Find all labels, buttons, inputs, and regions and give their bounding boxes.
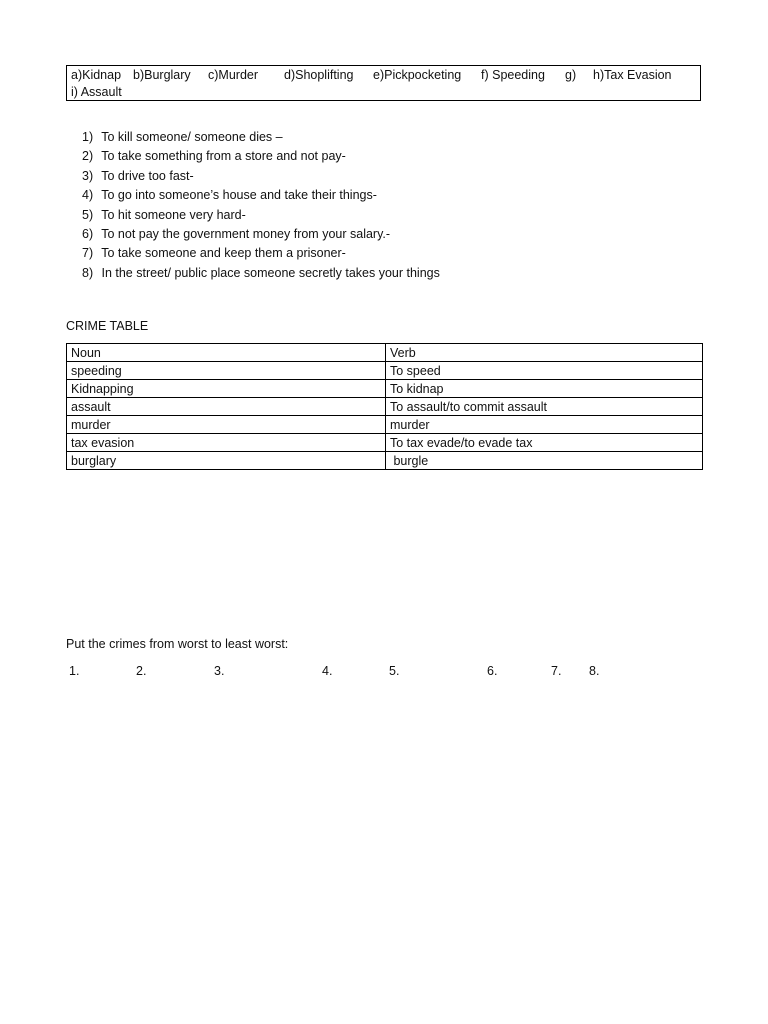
definition-text: To kill someone/ someone dies – [101,130,283,144]
crime-table [66,343,703,470]
table-cell-noun: burglary [67,452,386,470]
table-cell-verb: To assault/to commit assault [386,398,703,416]
table-cell-noun: speeding [67,362,386,380]
definition-text: To go into someone’s house and take their things- [101,188,377,203]
definition-text: To hit someone very hard- [101,207,246,222]
rank-number: 6. [487,664,498,678]
table-cell-noun: Kidnapping [67,380,386,398]
definition-item [82,244,440,263]
word-bank-item: d)Shoplifting [284,68,354,82]
definition-number: 4) [82,188,94,203]
definition-item [82,264,440,283]
table-cell-noun: murder [67,416,386,434]
rank-number: 2. [136,664,147,678]
ranking-instruction: Put the crimes from worst to least worst: [66,637,289,651]
table-header-cell: Verb [386,344,703,362]
definition-item [82,167,440,186]
definition-text: To drive too fast- [101,168,194,183]
table-header-row [67,344,703,362]
table-row [67,434,703,452]
word-bank-item: i) Assault [71,85,122,99]
table-row [67,362,703,380]
table-cell-verb: To tax evade/to evade tax [386,434,703,452]
definition-item [82,147,440,166]
definition-item [82,186,440,205]
word-bank-item: c)Murder [208,68,259,82]
rank-number: 3. [214,664,225,678]
definition-item [82,128,440,147]
definition-number: 2) [82,149,94,164]
table-cell-verb: murder [386,416,703,434]
rank-number: 4. [322,664,333,678]
definition-number: 1) [82,130,94,144]
word-bank-item: b)Burglary [133,68,191,82]
table-cell-noun: tax evasion [67,434,386,452]
word-bank-item: f) Speeding [481,68,545,82]
definition-number: 6) [82,226,94,241]
table-row [67,416,703,434]
word-bank-item: h)Tax Evasion [593,68,672,82]
table-cell-verb: To kidnap [386,380,703,398]
definition-number: 3) [82,168,94,183]
definition-text: To not pay the government money from your salary.- [101,226,391,241]
definition-list [82,128,440,283]
table-cell-noun: assault [67,398,386,416]
rank-number: 1. [69,664,80,678]
word-bank-item: e)Pickpocketing [373,68,462,82]
ranking-row [0,663,768,679]
definition-text: To take something from a store and not pay- [101,149,346,164]
crime-table-title: CRIME TABLE [66,319,149,333]
rank-number: 7. [551,664,562,678]
table-row [67,398,703,416]
definition-text: To take someone and keep them a prisoner- [101,246,346,261]
word-bank-row [71,67,696,84]
word-bank-box [66,65,701,101]
table-row [67,380,703,398]
definition-item [82,206,440,225]
definition-number: 8) [82,265,94,280]
word-bank-item: g) [565,68,577,82]
table-row [67,452,703,470]
word-bank-item: a)Kidnap [71,68,122,82]
definition-item [82,225,440,244]
rank-number: 8. [589,664,600,678]
definition-number: 7) [82,246,94,261]
table-cell-verb: To speed [386,362,703,380]
definition-text: In the street/ public place someone secretly takes your things [101,265,440,280]
definition-number: 5) [82,207,94,222]
table-cell-verb: burgle [386,452,703,470]
rank-number: 5. [389,664,400,678]
table-header-cell: Noun [67,344,386,362]
